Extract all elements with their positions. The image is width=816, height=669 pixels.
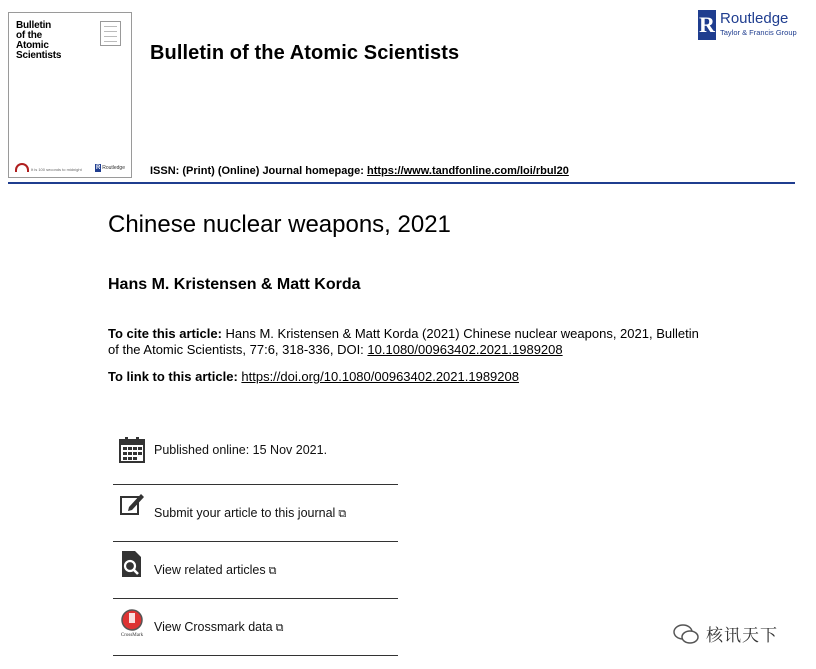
journal-cover <box>8 12 132 178</box>
edit-icon <box>119 491 145 519</box>
list-bottom-divider <box>113 655 398 656</box>
submit-article-item[interactable] <box>113 484 398 541</box>
published-online-text: Published online: 15 Nov 2021. <box>154 442 328 457</box>
crossmark-icon <box>119 609 145 637</box>
citation <box>108 326 708 358</box>
crossmark-item[interactable] <box>113 598 398 655</box>
published-online-item <box>113 421 398 478</box>
svg-text:CrossMark: CrossMark <box>120 633 144 637</box>
cover-publisher-logo <box>95 164 125 172</box>
related-articles-link[interactable]: View related articles ⧉ <box>154 562 277 577</box>
publisher-logo <box>698 10 797 40</box>
cover-publisher-name: Routledge <box>102 165 125 171</box>
cover-title: Bulletin of the Atomic Scientists <box>16 20 62 61</box>
cover-tagline: It is 100 seconds to midnight <box>31 167 82 172</box>
routledge-mark-icon: R <box>96 165 101 171</box>
issn-text: ISSN: (Print) (Online) Journal homepage: <box>150 165 367 177</box>
publisher-subtitle: Taylor & Francis Group <box>720 28 797 37</box>
routledge-logo-icon: R <box>698 10 716 40</box>
calendar-icon <box>119 436 145 464</box>
doi-link[interactable]: 10.1080/00963402.2021.1989208 <box>367 342 563 357</box>
cover-clock-logo <box>15 163 82 172</box>
publisher-name: Routledge <box>720 10 789 27</box>
link-label: To link to this article: <box>108 369 242 384</box>
issn-line <box>150 165 569 177</box>
cite-text: Hans M. Kristensen & Matt Korda (2021) Chinese nuclear weapons, 2021, Bulletin of the Atomic Scientists, 77:6, 318-336, DOI: <box>108 326 699 357</box>
article-url-link[interactable]: https://doi.org/10.1080/00963402.2021.1989208 <box>241 369 519 384</box>
cite-label: To cite this article: <box>108 326 222 341</box>
external-link-icon: ⧉ <box>338 507 347 520</box>
header-divider <box>8 182 795 184</box>
article-authors: Hans M. Kristensen & Matt Korda <box>108 276 361 293</box>
journal-homepage-link[interactable]: https://www.tandfonline.com/loi/rbul20 <box>366 165 569 177</box>
related-articles-item[interactable] <box>113 541 398 598</box>
submit-article-link[interactable]: Submit your article to this journal ⧉ <box>154 505 347 520</box>
crossmark-link[interactable]: View Crossmark data ⧉ <box>154 619 284 634</box>
external-link-icon: ⧉ <box>275 621 284 634</box>
external-link-icon: ⧉ <box>268 564 277 577</box>
wechat-icon <box>672 623 700 645</box>
watermark-text: 核讯天下 <box>706 626 778 646</box>
clock-arc-icon <box>15 163 29 172</box>
article-link-line <box>108 369 519 384</box>
wechat-watermark <box>672 621 778 646</box>
article-title: Chinese nuclear weapons, 2021 <box>108 211 451 238</box>
document-search-icon <box>119 550 145 578</box>
cover-text-box <box>100 21 121 46</box>
journal-title: Bulletin of the Atomic Scientists <box>150 42 460 64</box>
